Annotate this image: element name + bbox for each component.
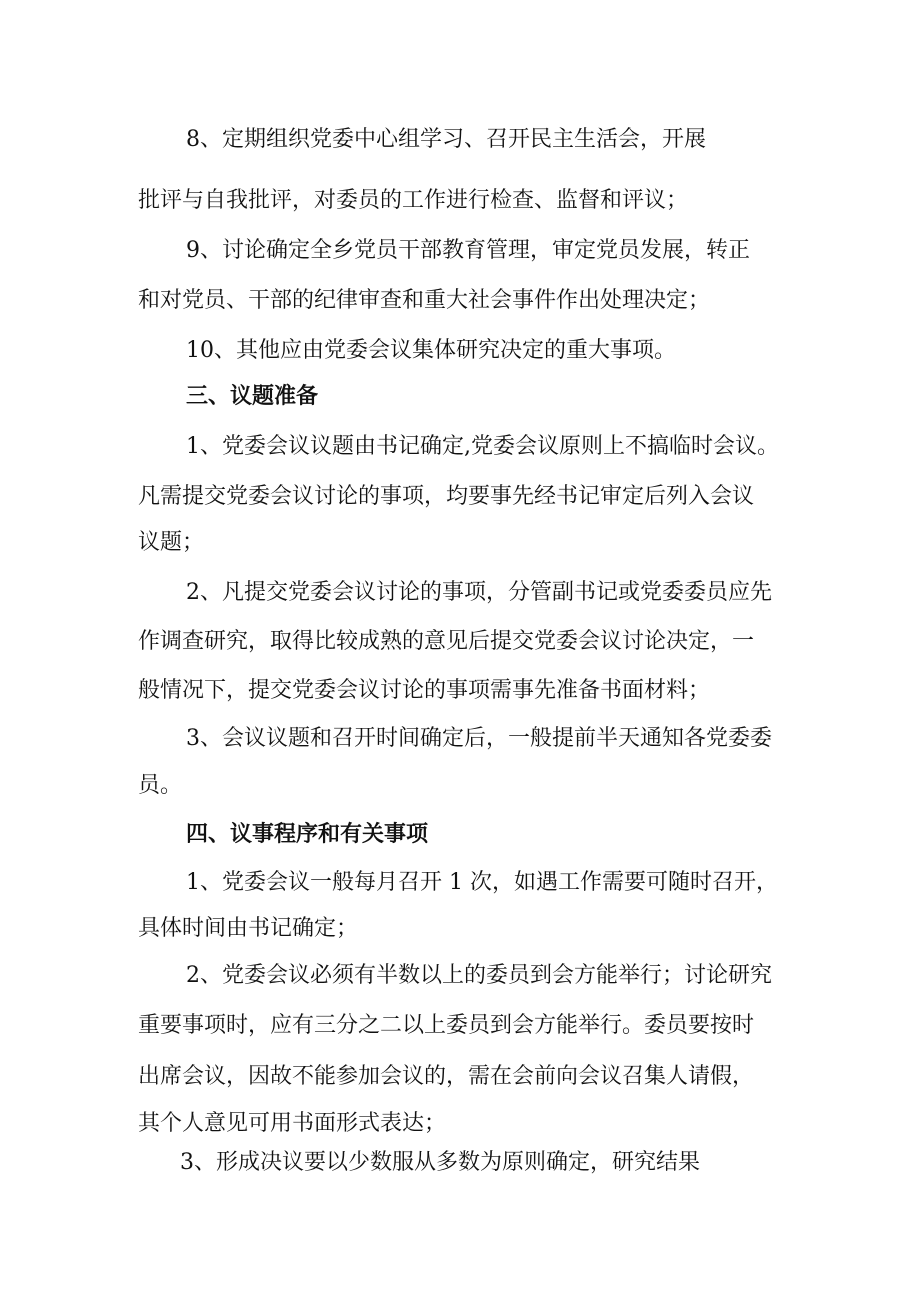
- section-heading-4: 四、议事程序和有关事项: [186, 822, 429, 847]
- sec3-item2-line-1: 2、凡提交党委会议讨论的事项，分管副书记或党委委员应先: [186, 580, 772, 605]
- sec3-item2-line-3: 般情况下，提交党委会议讨论的事项需事先准备书面材料；: [138, 678, 711, 703]
- para-8-line-2: 批评与自我批评，对委员的工作进行检查、监督和评议；: [138, 188, 689, 213]
- para-9-line-1: 9、讨论确定全乡党员干部教育管理，审定党员发展，转正: [186, 238, 750, 263]
- sec4-item2-line-2: 重要事项时，应有三分之二以上委员到会方能举行。委员要按时: [138, 1013, 755, 1038]
- para-9-line-2: 和对党员、干部的纪律审查和重大社会事件作出处理决定；: [138, 288, 711, 313]
- sec4-item3-line-1: 3、形成决议要以少数服从多数为原则确定，研究结果: [180, 1150, 700, 1175]
- sec3-item2-line-2: 作调查研究，取得比较成熟的意见后提交党委会议讨论决定，一: [138, 629, 755, 654]
- para-8-line-1: 8、定期组织党委中心组学习、召开民主生活会，开展: [186, 127, 706, 152]
- sec4-item1-line-1: 1、党委会议一般每月召开 1 次，如遇工作需要可随时召开，: [186, 870, 778, 895]
- sec4-item2-line-1: 2、党委会议必须有半数以上的委员到会方能举行；讨论研究: [186, 963, 772, 988]
- sec3-item1-line-1: 1、党委会议议题由书记确定,党委会议原则上不搞临时会议。: [186, 434, 779, 459]
- sec3-item1-line-3: 议题；: [138, 530, 205, 555]
- para-10-line-1: 10、其他应由党委会议集体研究决定的重大事项。: [186, 338, 676, 363]
- sec3-item1-line-2: 凡需提交党委会议讨论的事项，均要事先经书记审定后列入会议: [138, 484, 755, 509]
- sec4-item2-line-3: 出席会议，因故不能参加会议的，需在会前向会议召集人请假，: [138, 1064, 755, 1089]
- sec4-item2-line-4: 其个人意见可用书面形式表达；: [138, 1111, 447, 1136]
- section-heading-3: 三、议题准备: [186, 384, 319, 409]
- sec4-item1-line-2: 具体时间由书记确定；: [138, 916, 359, 941]
- sec3-item3-line-1: 3、会议议题和召开时间确定后，一般提前半天通知各党委委: [186, 726, 772, 751]
- sec3-item3-line-2: 员。: [138, 773, 183, 798]
